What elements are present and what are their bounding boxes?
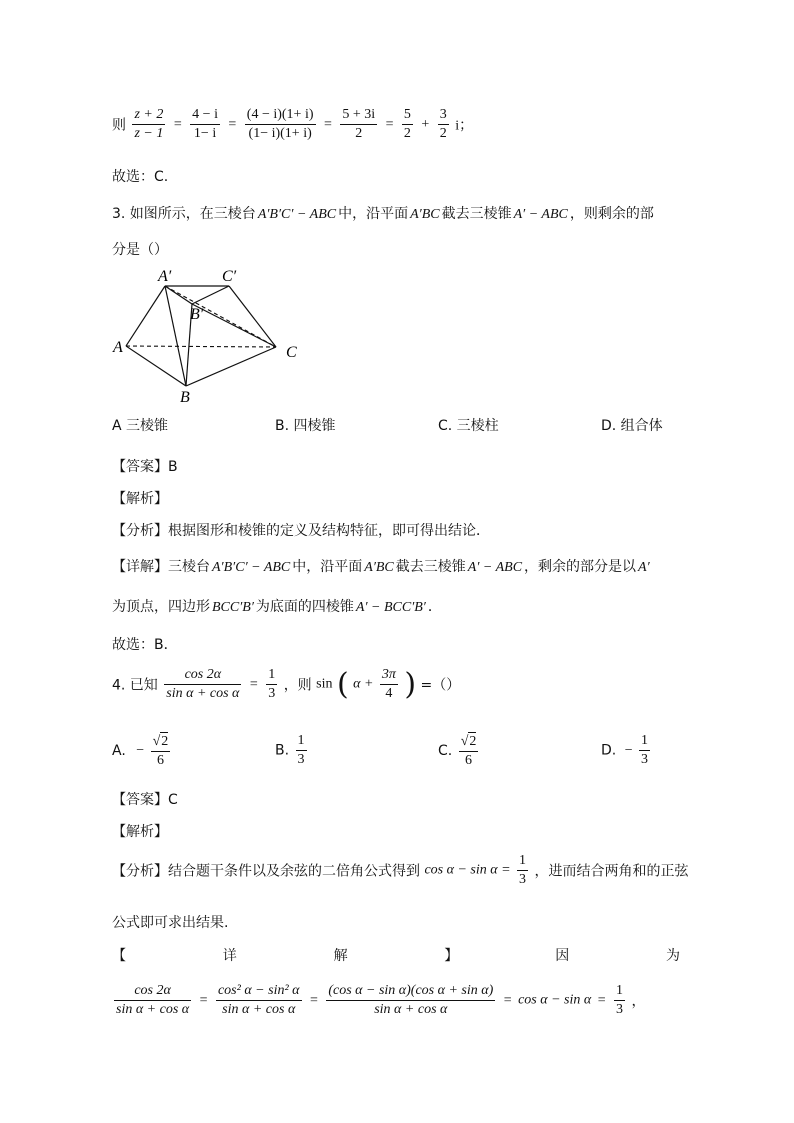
label-C1: C′ [222, 268, 237, 285]
option-b: B. 四棱锥 [275, 418, 336, 434]
fraction: $\frac{3\pi}{4}$ [381, 667, 396, 701]
option-c: C. $\frac{√2}{6}$ [438, 734, 477, 768]
option-a: A 三棱锥 [112, 418, 169, 434]
option-c: C. 三棱柱 [438, 418, 499, 434]
fraction: $\frac{4 - i}{1- i}$ [192, 107, 218, 141]
label-A: A [113, 339, 123, 356]
frustum-figure [108, 262, 318, 407]
fraction: $\frac{z + 2}{z - 1}$ [134, 107, 164, 141]
option-a: A. − $\frac{√2}{6}$ [112, 734, 169, 768]
final-equation: $\frac{\cos 2\alpha}{\text{sin α + cos α}}$ = $\frac{\text{cos² α − sin² α}}{\text{sin α + cos α}}$ = $\frac{\text{(cos α − sin α)(cos α + sin α)}}{\text{sin α + cos α}}$ = cos α − sin α = $\frac{1}{3}$ ， [116, 983, 646, 1017]
label-A1: A′ [158, 268, 172, 285]
fraction: $\frac{\cos 2\alpha}{\text{sin α + cos α}}$ [166, 667, 240, 701]
select-b-text: 故选：B． [112, 637, 178, 653]
option-d: D. 组合体 [601, 418, 663, 434]
detail-line-2: 为顶点，四边形 BCC′B′ 为底面的四棱锥 A′ − BCC′B′ ． [112, 599, 442, 615]
fraction: $\frac{5}{2}$ [403, 107, 411, 141]
fraction: $\frac{5 + 3i}{2}$ [342, 107, 376, 141]
option-d: D. − $\frac{1}{3}$ [601, 733, 649, 767]
fraction: $\frac{3}{2}$ [439, 107, 447, 141]
answer-label: 【答案】C [112, 792, 178, 808]
suffix-text: i； [455, 118, 474, 134]
analysis-label: 【解析】 [112, 491, 168, 507]
answer-label: 【答案】B [112, 459, 178, 475]
label-B: B [180, 389, 190, 406]
question-3-line-2: 分是（） [112, 242, 168, 258]
fenxi-line-2: 公式即可求出结果. [112, 915, 229, 931]
fenxi-line-1: 【分析】结合题干条件以及余弦的二倍角公式得到 cos α − sin α = $\frac{1}{3}$ ，进而结合两角和的正弦 [112, 853, 689, 887]
label-C: C [286, 344, 297, 361]
label-B1: B′ [190, 306, 204, 323]
question-3-line-1: 3. 如图所示，在三棱台 A′B′C′ − ABC 中，沿平面 A′BC 截去三棱锥 A′ − ABC ，则剩余的部 [112, 206, 654, 222]
detail-spread-line: 【 详 解 】 因 为 [112, 948, 680, 964]
fenxi-text: 【分析】根据图形和棱锥的定义及结构特征，即可得出结论． [112, 523, 490, 539]
equation-line-1: 则 $\frac{z + 2}{z - 1}$ = $\frac{4 - i}{1- i}$ = $\frac{(4 - i)(1+ i)}{(1- i)(1+ i)}$ = $\frac{5 + 3i}{2}$ = $\frac{5}{2}$ + $\frac{3}{2}$ i； [112, 107, 474, 141]
analysis-label: 【解析】 [112, 824, 168, 840]
option-b: B. $\frac{1}{3}$ [275, 733, 305, 767]
question-4-line: 4. 已知 $\frac{\cos 2\alpha}{\text{sin α + cos α}}$ = $\frac{1}{3}$ ，则 sin ( α + $\frac{3\pi}{4}$ ) =（） [112, 667, 461, 702]
fraction: $\frac{1}{3}$ [268, 667, 276, 701]
detail-line-1: 【详解】三棱台 A′B′C′ − ABC 中，沿平面 A′BC 截去三棱锥 A′ − ABC ，剩余的部分是以 A′ [112, 559, 650, 575]
prefix-text: 则 [112, 117, 126, 134]
select-text: 故选：C. [112, 169, 169, 185]
fraction: $\frac{(4 - i)(1+ i)}{(1- i)(1+ i)}$ [246, 107, 314, 141]
